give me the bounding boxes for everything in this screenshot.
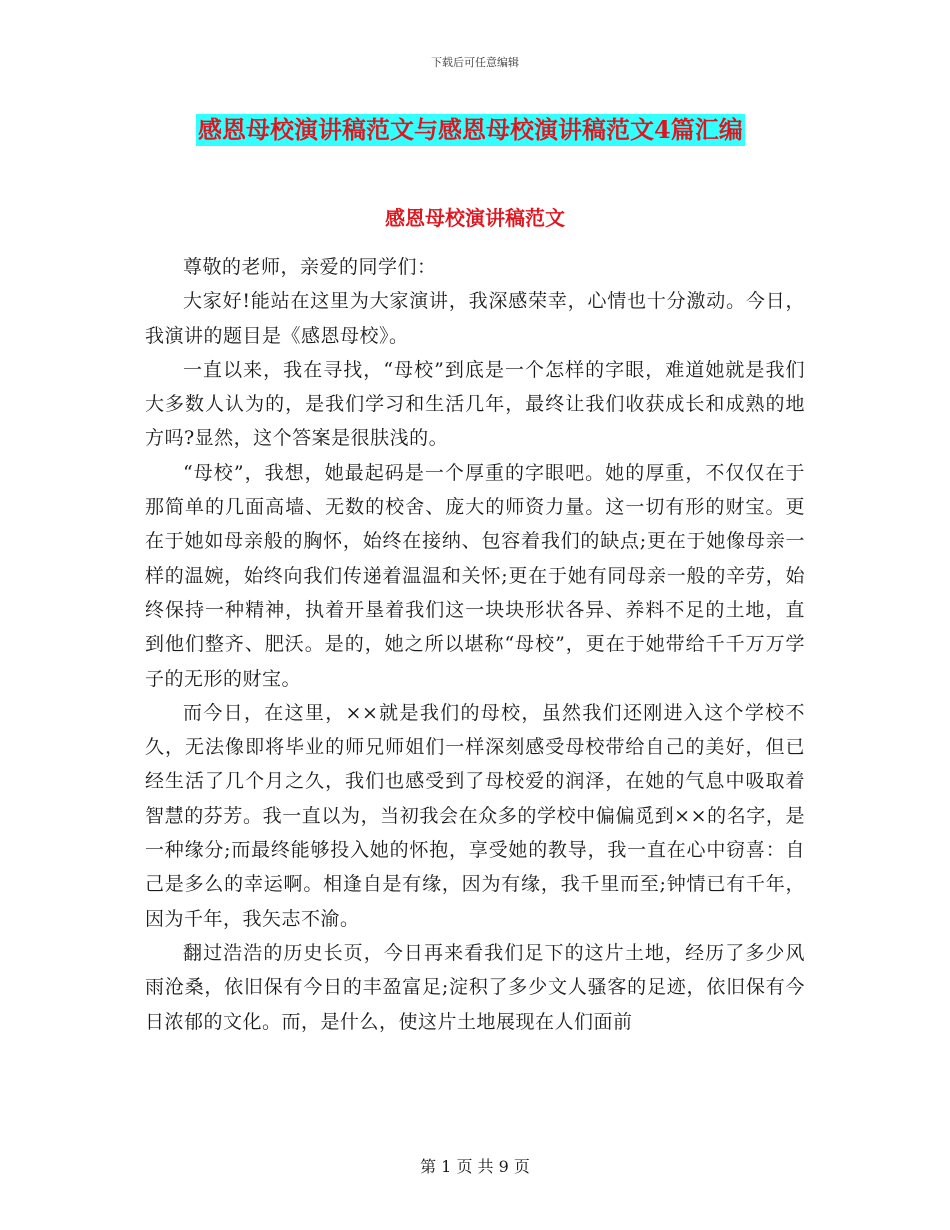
document-body [145, 250, 805, 1039]
header-note: 下载后可任意编辑 [431, 56, 519, 69]
paragraph: 而今日，在这里，××就是我们的母校，虽然我们还刚进入这个学校不久，无法像即将毕业的师兄师姐们一样深刻感受母校带给自己的美好，但已经生活了几个月之久，我们也感受到了母校爱的润泽，在她的气息中吸取着智慧的芬芳。我一直以为，当初我会在众多的学校中偏偏觅到××的名字，是一种缘分;而最终能够投入她的怀抱，享受她的教导，我一直在心中窃喜：自己是多么的幸运啊。相逢自是有缘，因为有缘，我千里而至;钟情已有千年，因为千年，我矢志不渝。 [145, 701, 805, 930]
paragraph-salutation: 尊敬的老师，亲爱的同学们： [183, 256, 437, 278]
document-title-container [196, 114, 745, 146]
document-title: 感恩母校演讲稿范文与感恩母校演讲稿范文4篇汇编 [198, 115, 743, 144]
page-footer: 第 1 页 共 9 页 [420, 1157, 530, 1176]
paragraph: “母校”，我想，她最起码是一个厚重的字眼吧。她的厚重，不仅仅在于那简单的几面高墙、无数的校舍、庞大的师资力量。这一切有形的财宝。更在于她如母亲般的胸怀，始终在接纳、包容着我们的缺点;更在于她像母亲一样的温婉，始终向我们传递着温温和关怀;更在于她有同母亲一般的辛劳，始终保持一种精神，执着开垦着我们这一块块形状各异、养料不足的土地，直到他们整齐、肥沃。是的，她之所以堪称“母校”，更在于她带给千千万万学子的无形的财宝。 [145, 461, 805, 690]
paragraph: 翻过浩浩的历史长页，今日再来看我们足下的这片土地，经历了多少风雨沧桑，依旧保有今日的丰盈富足;淀积了多少文人骚客的足迹，依旧保有今日浓郁的文化。而，是什么，使这片土地展现在人们面前 [145, 941, 805, 1033]
section-title: 感恩母校演讲稿范文 [385, 206, 565, 230]
paragraph: 一直以来，我在寻找，“母校”到底是一个怎样的字眼，难道她就是我们大多数人认为的，是我们学习和生活几年，最终让我们收获成长和成熟的地方吗?显然，这个答案是很肤浅的。 [145, 358, 805, 450]
paragraph: 大家好!能站在这里为大家演讲，我深感荣幸，心情也十分激动。今日，我演讲的题目是《感恩母校》。 [145, 290, 805, 347]
